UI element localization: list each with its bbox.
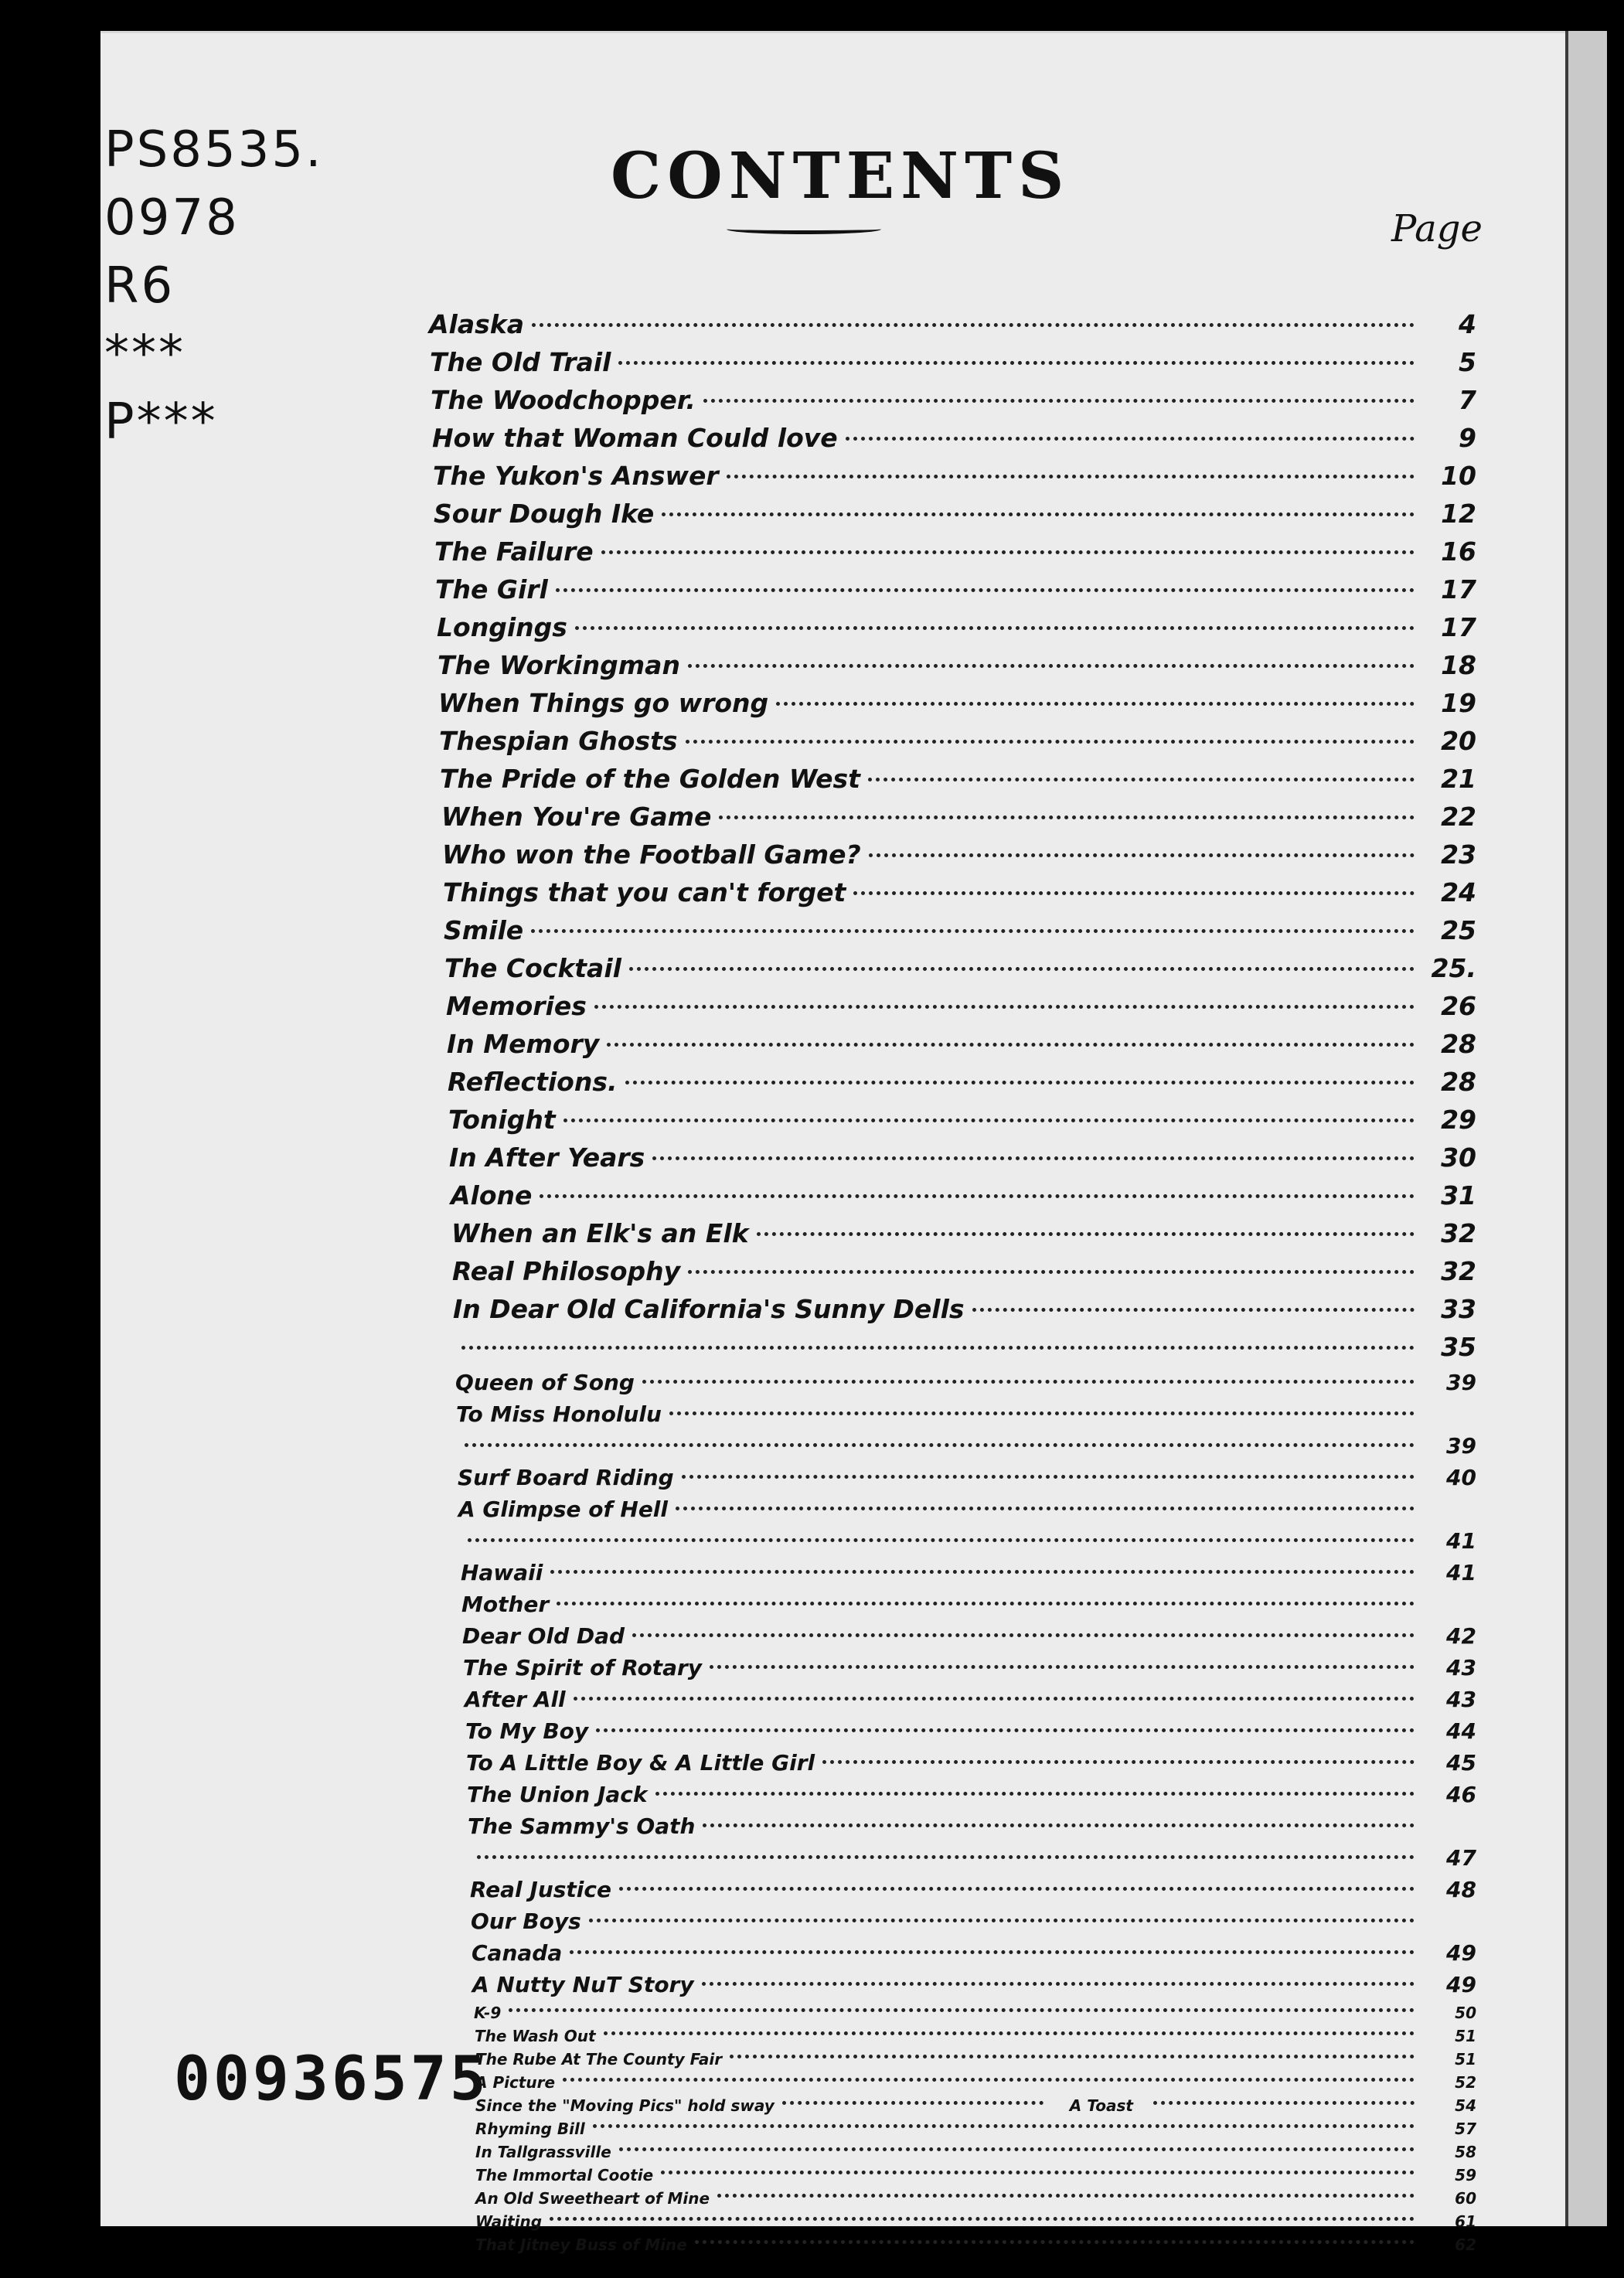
toc-entry-title: Sour Dough Ike bbox=[434, 499, 655, 529]
toc-entry bbox=[456, 1401, 1476, 1433]
toc-entry-page: 33 bbox=[1441, 1294, 1476, 1324]
toc-entry bbox=[463, 1655, 1476, 1687]
toc-entry-title: The Old Trail bbox=[430, 347, 611, 377]
toc-entry-title: Reflections. bbox=[448, 1067, 618, 1097]
toc-entry-title: Canada bbox=[472, 1940, 563, 1966]
toc-entry-title: To My Boy bbox=[465, 1718, 589, 1744]
dot-leader bbox=[686, 740, 1415, 744]
dot-leader bbox=[703, 1823, 1415, 1827]
dot-leader bbox=[669, 1411, 1415, 1415]
toc-entry-page: 5 bbox=[1459, 347, 1476, 377]
dot-leader bbox=[596, 1728, 1415, 1732]
facing-page-edge bbox=[1565, 31, 1607, 2226]
toc-entry-page: 29 bbox=[1441, 1105, 1476, 1135]
toc-entry-page: 25. bbox=[1431, 953, 1476, 983]
toc-entry-title: Dear Old Dad bbox=[462, 1623, 625, 1649]
dot-leader bbox=[782, 2101, 1044, 2105]
toc-entry bbox=[430, 347, 1476, 385]
toc-entry-page: 23 bbox=[1441, 839, 1476, 870]
dot-leader bbox=[570, 1950, 1415, 1954]
toc-entry bbox=[451, 1180, 1476, 1218]
toc-entry bbox=[455, 1370, 1476, 1401]
toc-entry-title: The Failure bbox=[434, 536, 594, 567]
toc-entry bbox=[434, 499, 1476, 536]
dot-leader bbox=[461, 1346, 1415, 1350]
toc-entry-title: To A Little Boy & A Little Girl bbox=[466, 1750, 815, 1776]
dot-leader bbox=[593, 2124, 1415, 2128]
toc-entry bbox=[475, 2073, 1476, 2096]
toc-entry-title: Our Boys bbox=[471, 1909, 581, 1934]
dot-leader bbox=[531, 929, 1415, 933]
dot-leader bbox=[618, 361, 1415, 365]
dot-leader bbox=[540, 1194, 1415, 1198]
dot-leader bbox=[727, 475, 1415, 478]
toc-entry bbox=[447, 1029, 1476, 1067]
toc-entry-extra: A Toast bbox=[1069, 2096, 1133, 2115]
toc-entry bbox=[466, 1750, 1476, 1782]
toc-entry-page: 49 bbox=[1446, 1940, 1476, 1966]
toc-entry bbox=[475, 2189, 1476, 2212]
toc-entry-page: 59 bbox=[1455, 2166, 1476, 2184]
dot-leader bbox=[607, 1043, 1415, 1047]
dot-leader bbox=[619, 2147, 1415, 2151]
toc-entry bbox=[469, 1845, 1476, 1877]
dot-leader bbox=[776, 702, 1415, 706]
toc-entry bbox=[458, 1465, 1476, 1497]
toc-entry-page: 46 bbox=[1446, 1782, 1476, 1807]
dot-leader bbox=[688, 1270, 1415, 1274]
toc-entry-title: A Glimpse of Hell bbox=[458, 1497, 669, 1522]
dot-leader bbox=[509, 2008, 1415, 2012]
toc-entry bbox=[472, 1940, 1476, 1972]
dot-leader bbox=[972, 1308, 1415, 1312]
toc-entry-title: Real Justice bbox=[470, 1877, 611, 1902]
toc-entry-page: 20 bbox=[1441, 726, 1476, 756]
toc-entry bbox=[465, 1718, 1476, 1750]
dot-leader bbox=[477, 1855, 1415, 1859]
toc-entry bbox=[465, 1687, 1476, 1718]
toc-entry bbox=[441, 802, 1476, 839]
toc-entry bbox=[475, 2120, 1476, 2143]
dot-leader bbox=[1153, 2101, 1415, 2105]
toc-entry-page: 45 bbox=[1446, 1750, 1476, 1776]
toc-entry-title: To Miss Honolulu bbox=[456, 1401, 662, 1427]
dot-leader bbox=[629, 967, 1415, 971]
toc-entry-title: The Pride of the Golden West bbox=[440, 764, 860, 794]
toc-entry-title: The Sammy's Oath bbox=[468, 1813, 696, 1839]
toc-entry-title: When an Elk's an Elk bbox=[451, 1218, 749, 1248]
dot-leader bbox=[688, 664, 1415, 668]
toc-entry-title: Things that you can't forget bbox=[443, 877, 846, 907]
dot-leader bbox=[601, 550, 1415, 554]
toc-entry-title: The Woodchopper. bbox=[431, 385, 696, 415]
toc-entry-page: 10 bbox=[1441, 461, 1476, 491]
toc-entry-page: 16 bbox=[1441, 536, 1476, 567]
dot-leader bbox=[575, 626, 1415, 630]
toc-entry-title: Thespian Ghosts bbox=[439, 726, 678, 756]
dot-leader bbox=[574, 1697, 1415, 1701]
toc-entry bbox=[462, 1623, 1476, 1655]
toc-entry bbox=[458, 1497, 1476, 1528]
call-number-line: PS8535. bbox=[104, 121, 324, 179]
dot-leader bbox=[869, 853, 1415, 857]
toc-entry-page: 18 bbox=[1441, 650, 1476, 680]
toc-entry bbox=[452, 1256, 1476, 1294]
dot-leader bbox=[468, 1538, 1415, 1542]
toc-entry-title: Waiting bbox=[475, 2212, 543, 2231]
dot-leader bbox=[655, 1792, 1415, 1796]
toc-entry-page: 48 bbox=[1446, 1877, 1476, 1902]
toc-entry-title: Smile bbox=[444, 915, 524, 945]
toc-entry bbox=[472, 1972, 1476, 2004]
toc-entry bbox=[457, 1433, 1476, 1465]
toc-entry bbox=[437, 612, 1476, 650]
dot-leader bbox=[625, 1081, 1415, 1085]
toc-entry bbox=[475, 2212, 1476, 2235]
dot-leader bbox=[550, 1570, 1415, 1574]
toc-entry-page: 60 bbox=[1455, 2189, 1476, 2208]
dot-leader bbox=[563, 1119, 1415, 1122]
toc-entry bbox=[442, 839, 1476, 877]
toc-entry-page: 42 bbox=[1446, 1623, 1476, 1649]
toc-entry bbox=[454, 1332, 1476, 1370]
toc-entry-title: K-9 bbox=[474, 2004, 502, 2022]
toc-entry-page: 32 bbox=[1441, 1256, 1476, 1286]
dot-leader bbox=[682, 1475, 1415, 1479]
toc-entry-title: Queen of Song bbox=[455, 1370, 635, 1395]
toc-entry-page: 47 bbox=[1446, 1845, 1476, 1871]
toc-entry-title: Since the "Moving Pics" hold sway bbox=[475, 2096, 775, 2115]
toc-entry bbox=[467, 1782, 1476, 1813]
toc-entry bbox=[440, 764, 1476, 802]
toc-entry-page: 43 bbox=[1446, 1655, 1476, 1680]
page-title: CONTENTS bbox=[611, 139, 1071, 213]
toc-entry bbox=[434, 536, 1476, 574]
dot-leader bbox=[853, 891, 1415, 895]
dot-leader bbox=[550, 2217, 1415, 2221]
toc-entry-title: The Wash Out bbox=[475, 2027, 596, 2045]
toc-entry-page: 17 bbox=[1441, 574, 1476, 604]
call-number-line: *** bbox=[104, 325, 186, 383]
toc-entry bbox=[451, 1218, 1476, 1256]
toc-entry-page: 24 bbox=[1441, 877, 1476, 907]
dot-leader bbox=[619, 1887, 1415, 1891]
dot-leader bbox=[702, 1982, 1415, 1986]
toc-entry-title: In After Years bbox=[449, 1142, 645, 1173]
accession-number: 00936575 bbox=[174, 2045, 489, 2114]
dot-leader bbox=[563, 2078, 1415, 2082]
toc-entry-page: 52 bbox=[1455, 2073, 1476, 2092]
dot-leader bbox=[703, 399, 1415, 403]
toc-entry-page: 7 bbox=[1459, 385, 1476, 415]
dot-leader bbox=[632, 1633, 1415, 1637]
toc-entry bbox=[460, 1528, 1476, 1560]
toc-entry-title: Longings bbox=[437, 612, 567, 642]
toc-entry bbox=[431, 385, 1476, 423]
toc-entry bbox=[461, 1560, 1476, 1592]
toc-entry-page: 51 bbox=[1455, 2027, 1476, 2045]
toc-entry-page: 22 bbox=[1441, 802, 1476, 832]
toc-entry-title: Mother bbox=[461, 1592, 550, 1617]
toc-entry bbox=[432, 423, 1476, 461]
toc-entry-page: 50 bbox=[1455, 2004, 1476, 2022]
table-of-contents bbox=[429, 309, 1476, 2259]
toc-entry-title: A Picture bbox=[475, 2073, 556, 2092]
toc-entry bbox=[475, 2235, 1476, 2259]
toc-entry-title: Memories bbox=[446, 991, 587, 1021]
toc-entry-page: 54 bbox=[1455, 2096, 1476, 2115]
dot-leader bbox=[652, 1156, 1415, 1160]
toc-entry-page: 41 bbox=[1446, 1560, 1476, 1585]
toc-entry-page: 61 bbox=[1455, 2212, 1476, 2231]
toc-entry-title: Alone bbox=[451, 1180, 533, 1211]
toc-entry-title: Who won the Football Game? bbox=[442, 839, 861, 870]
toc-entry bbox=[474, 2004, 1476, 2027]
toc-entry bbox=[433, 461, 1476, 499]
dot-leader bbox=[757, 1232, 1415, 1236]
toc-entry bbox=[446, 991, 1476, 1029]
toc-entry bbox=[471, 1909, 1476, 1940]
toc-entry bbox=[475, 2143, 1476, 2166]
toc-entry-title: In Tallgrassville bbox=[475, 2143, 611, 2161]
toc-entry-title: The Cocktail bbox=[444, 953, 621, 983]
dot-leader bbox=[604, 2031, 1415, 2035]
toc-entry-title: The Workingman bbox=[437, 650, 680, 680]
toc-entry bbox=[468, 1813, 1476, 1845]
toc-entry bbox=[444, 915, 1476, 953]
dot-leader bbox=[594, 1005, 1415, 1009]
dot-leader bbox=[695, 2240, 1415, 2244]
dot-leader bbox=[710, 1665, 1415, 1669]
toc-entry-page: 28 bbox=[1441, 1029, 1476, 1059]
dot-leader bbox=[557, 1602, 1415, 1605]
toc-entry-page: 39 bbox=[1446, 1433, 1476, 1459]
dot-leader bbox=[719, 816, 1415, 819]
dot-leader bbox=[676, 1507, 1415, 1510]
toc-entry-page: 39 bbox=[1446, 1370, 1476, 1395]
toc-entry-page: 32 bbox=[1441, 1218, 1476, 1248]
toc-entry-page: 58 bbox=[1455, 2143, 1476, 2161]
toc-entry-page: 28 bbox=[1441, 1067, 1476, 1097]
toc-entry bbox=[439, 726, 1476, 764]
call-number bbox=[104, 116, 414, 456]
toc-entry bbox=[448, 1067, 1476, 1105]
dot-leader bbox=[868, 778, 1415, 781]
toc-entry-page: 51 bbox=[1455, 2050, 1476, 2069]
toc-entry bbox=[461, 1592, 1476, 1623]
dot-leader bbox=[556, 588, 1415, 592]
toc-entry bbox=[429, 309, 1476, 347]
dot-leader bbox=[822, 1760, 1415, 1764]
toc-entry bbox=[470, 1877, 1476, 1909]
title-underline bbox=[727, 224, 881, 234]
toc-entry-title: The Girl bbox=[435, 574, 548, 604]
toc-entry bbox=[475, 2027, 1476, 2050]
toc-entry-title: Hawaii bbox=[461, 1560, 543, 1585]
toc-entry-page: 57 bbox=[1455, 2120, 1476, 2138]
toc-entry-title: Surf Board Riding bbox=[458, 1465, 674, 1490]
toc-entry-title: When You're Game bbox=[441, 802, 712, 832]
toc-entry-title: In Dear Old California's Sunny Dells bbox=[453, 1294, 965, 1324]
call-number-line: 0978 bbox=[104, 189, 240, 247]
toc-entry-title: Real Philosophy bbox=[452, 1256, 681, 1286]
toc-entry bbox=[475, 2096, 1476, 2120]
toc-entry-title: The Union Jack bbox=[467, 1782, 648, 1807]
toc-entry-title: Tonight bbox=[448, 1105, 556, 1135]
toc-entry-title: The Spirit of Rotary bbox=[463, 1655, 703, 1680]
dot-leader bbox=[730, 2055, 1415, 2058]
page-column-header: Page bbox=[1391, 207, 1483, 250]
dot-leader bbox=[846, 437, 1415, 441]
toc-entry bbox=[438, 688, 1476, 726]
toc-entry bbox=[437, 650, 1476, 688]
dot-leader bbox=[642, 1380, 1415, 1384]
toc-entry-title: A Nutty NuT Story bbox=[472, 1972, 694, 1997]
toc-entry bbox=[448, 1105, 1476, 1142]
toc-entry bbox=[475, 2166, 1476, 2189]
toc-entry-page: 19 bbox=[1441, 688, 1476, 718]
toc-entry-page: 40 bbox=[1446, 1465, 1476, 1490]
toc-entry bbox=[444, 953, 1476, 991]
toc-entry-page: 41 bbox=[1446, 1528, 1476, 1554]
toc-entry bbox=[453, 1294, 1476, 1332]
toc-entry-page: 26 bbox=[1441, 991, 1476, 1021]
toc-entry-page: 43 bbox=[1446, 1687, 1476, 1712]
dot-leader bbox=[532, 323, 1415, 327]
toc-entry-page: 44 bbox=[1446, 1718, 1476, 1744]
toc-entry-title: When Things go wrong bbox=[438, 688, 769, 718]
dot-leader bbox=[717, 2194, 1415, 2198]
toc-entry-title: After All bbox=[465, 1687, 566, 1712]
toc-entry-page: 4 bbox=[1459, 309, 1476, 339]
toc-entry-title: The Immortal Cootie bbox=[475, 2166, 654, 2184]
toc-entry bbox=[443, 877, 1476, 915]
toc-entry-page: 9 bbox=[1459, 423, 1476, 453]
toc-entry-title: Alaska bbox=[429, 309, 524, 339]
toc-entry-page: 35 bbox=[1441, 1332, 1476, 1362]
toc-entry-title: That Jitney Buss of Mine bbox=[475, 2235, 687, 2254]
toc-entry-title: The Rube At The County Fair bbox=[475, 2050, 723, 2069]
toc-entry-title: In Memory bbox=[447, 1029, 600, 1059]
toc-entry bbox=[449, 1142, 1476, 1180]
toc-entry-page: 17 bbox=[1441, 612, 1476, 642]
toc-entry-page: 12 bbox=[1441, 499, 1476, 529]
toc-entry-page: 30 bbox=[1441, 1142, 1476, 1173]
call-number-line: R6 bbox=[104, 257, 175, 315]
dot-leader bbox=[589, 1919, 1415, 1922]
toc-entry-title: How that Woman Could love bbox=[432, 423, 838, 453]
toc-entry bbox=[435, 574, 1476, 612]
toc-entry-title: The Yukon's Answer bbox=[433, 461, 719, 491]
toc-entry-title: An Old Sweetheart of Mine bbox=[475, 2189, 710, 2208]
dot-leader bbox=[662, 512, 1415, 516]
toc-entry-title: Rhyming Bill bbox=[475, 2120, 585, 2138]
dot-leader bbox=[465, 1443, 1415, 1447]
call-number-line: P*** bbox=[104, 393, 218, 451]
toc-entry-page: 31 bbox=[1441, 1180, 1476, 1211]
toc-entry bbox=[475, 2050, 1476, 2073]
toc-entry-page: 62 bbox=[1455, 2235, 1476, 2254]
toc-entry-page: 21 bbox=[1441, 764, 1476, 794]
toc-entry-page: 49 bbox=[1446, 1972, 1476, 1997]
toc-entry-page: 25 bbox=[1441, 915, 1476, 945]
dot-leader bbox=[661, 2171, 1415, 2174]
